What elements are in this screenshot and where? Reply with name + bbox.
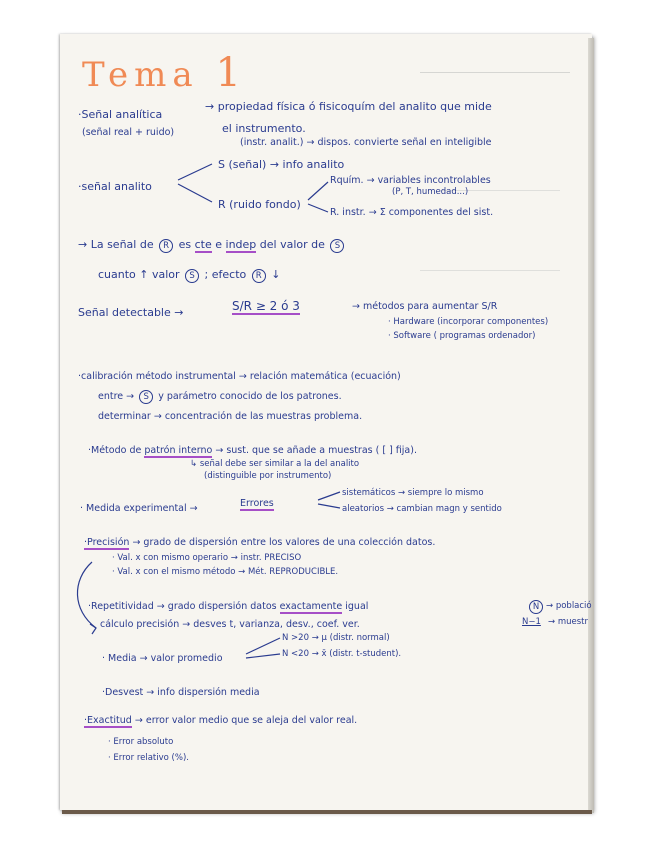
precision-bracket xyxy=(77,562,96,628)
note-line: determinar → concentración de las muestras problema. xyxy=(98,411,363,422)
highlighted-term: patrón interno xyxy=(144,445,213,456)
highlighted-term: indep xyxy=(225,238,257,251)
circled-symbol: N xyxy=(529,600,543,614)
note-line: R. instr. → Σ componentes del sist. xyxy=(330,207,494,218)
note-line: sistemáticos → siempre lo mismo xyxy=(342,488,484,498)
title-number: 1 xyxy=(215,50,242,96)
highlighted-term: Errores xyxy=(240,498,274,509)
note-line: · Medida experimental → xyxy=(80,503,198,514)
note-line: · Val. x con el mismo método → Mét. REPRODUCIBLE. xyxy=(112,567,339,577)
errores-arrow-down xyxy=(318,504,340,508)
highlighted-term: exactamente xyxy=(279,601,343,612)
note-line: ↳ señal debe ser similar a la del analito xyxy=(190,459,360,469)
note-line: cálculo precisión → desves t, varianza, desv., coef. ver. xyxy=(100,619,360,630)
note-line: · Media → valor promedio xyxy=(102,653,223,664)
precision-bracket-tip xyxy=(90,624,96,634)
note-line: N−1 xyxy=(522,617,541,627)
note-line: (instr. analit.) → dispos. convierte señal en inteligible xyxy=(240,137,492,148)
branch-arrow xyxy=(308,182,328,200)
note-line: → muestr xyxy=(548,617,588,627)
branch-arrow xyxy=(178,164,212,180)
circled-symbol: S xyxy=(139,390,153,404)
highlighted-term: ·Exactitud xyxy=(84,715,132,726)
circled-symbol: S xyxy=(330,239,344,253)
note-line: el instrumento. xyxy=(222,122,306,135)
note-line: ·Precisión → grado de dispersión entre los valores de una colección datos. xyxy=(84,537,436,548)
note-line: ·Desvest → info dispersión media xyxy=(102,687,260,698)
branch-arrow xyxy=(308,204,328,212)
note-line: (señal real + ruido) xyxy=(82,127,175,138)
note-line: cuanto ↑ valor S ; efecto R ↓ xyxy=(98,268,281,281)
note-line: ·Método de patrón interno → sust. que se añade a muestras ( [ ] fija). xyxy=(88,445,417,456)
highlighted-term: cte xyxy=(194,238,212,251)
note-line: · Error absoluto xyxy=(108,737,174,747)
highlighted-term: S/R ≥ 2 ó 3 xyxy=(232,299,300,313)
note-line: (P, T, humedad...) xyxy=(392,187,469,197)
note-line: · Error relativo (%). xyxy=(108,753,189,763)
note-line: ·señal analito xyxy=(78,180,152,193)
highlighted-term: ·Precisión xyxy=(84,537,130,548)
note-line: R (ruido fondo) xyxy=(218,198,301,211)
note-line: aleatorios → cambian magn y sentido xyxy=(342,504,502,514)
media-arrow-down xyxy=(246,654,280,658)
note-line: → població xyxy=(546,601,592,611)
note-line: N >20 → μ (distr. normal) xyxy=(282,633,390,643)
title-word: ema xyxy=(108,55,199,95)
errores-arrow-up xyxy=(318,492,340,500)
branch-arrow xyxy=(178,184,212,202)
note-line: · Software ( programas ordenador) xyxy=(388,331,536,341)
note-line: → propiedad física ó fisicoquím del analito que mide xyxy=(205,100,492,113)
circled-symbol: R xyxy=(252,269,266,283)
note-line: ·Repetitividad → grado dispersión datos exactamente igual xyxy=(88,601,369,612)
circled-symbol: S xyxy=(185,269,199,283)
note-line: ·Señal analítica xyxy=(78,108,163,121)
circled-symbol: R xyxy=(159,239,173,253)
note-line: N <20 → x̄ (distr. t-student). xyxy=(282,649,402,659)
media-arrow-up xyxy=(246,638,280,654)
note-line: ·calibración método instrumental → relación matemática (ecuación) xyxy=(78,371,401,382)
note-line: · Hardware (incorporar componentes) xyxy=(388,317,549,327)
note-line: Señal detectable → xyxy=(78,306,184,319)
title-prefix: T xyxy=(82,55,109,95)
note-line: · Val. x con mismo operario → instr. PRECISO xyxy=(112,553,302,563)
note-line: ·Exactitud → error valor medio que se aleja del valor real. xyxy=(84,715,358,726)
note-line: entre → S y parámetro conocido de los patrones. xyxy=(98,391,342,402)
note-line: Rquím. → variables incontrolables xyxy=(330,175,491,186)
note-line: → La señal de R es cte e indep del valor de S xyxy=(78,238,346,253)
note-line: S (señal) → info analito xyxy=(218,158,345,171)
note-line: → métodos para aumentar S/R xyxy=(352,301,498,312)
note-line: (distinguible por instrumento) xyxy=(204,471,332,481)
